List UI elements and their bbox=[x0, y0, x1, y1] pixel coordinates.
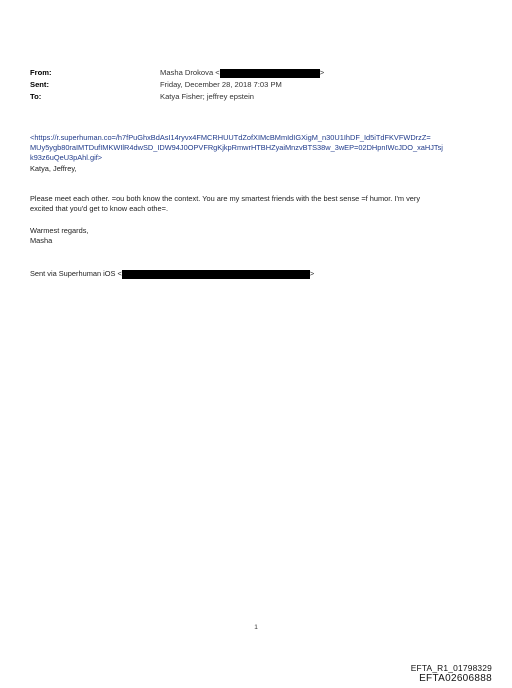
bates-stamp-secondary: EFTA02606888 bbox=[419, 673, 492, 684]
bates-stamp-primary: EFTA_R1_01798329 bbox=[410, 663, 492, 673]
message-line: excited that you'd get to know each othe=. bbox=[30, 204, 169, 214]
sent-via-line bbox=[30, 269, 314, 279]
link-line: <https://r.superhuman.co=/h7fPuGhxBdAsI14ryvx4FMCRHUUTdZofXIMcBMmIdIGXigM_n30U1IhDF_Id5iTdFKVFWDrzZ= bbox=[30, 133, 431, 142]
to-label: To: bbox=[30, 92, 42, 101]
sent-value: Friday, December 28, 2018 7:03 PM bbox=[160, 80, 282, 89]
message-line: Please meet each other. =ou both know the context. You are my smartest friends with the best sense =f humor. I'm very bbox=[30, 194, 421, 203]
greeting: Katya, Jeffrey, bbox=[30, 163, 77, 173]
from-email-redaction bbox=[220, 69, 320, 78]
link-line: MUy5ygb80raIMTDufIMKWIlR4dwSD_IDW94J0OPVFRgKjkpRmwrHTBHZyaiMnzvBTS38w_3wEP=02DHpnIWcJDO_xaHJTsj bbox=[30, 143, 443, 153]
link-line: k93z6uQeU3pAhl.gif> bbox=[30, 153, 103, 163]
to-value: Katya Fisher; jeffrey epstein bbox=[160, 92, 254, 101]
tracking-link bbox=[30, 133, 443, 174]
signature: Masha bbox=[30, 236, 53, 246]
sent-via-redaction bbox=[122, 270, 310, 279]
from-label: From: bbox=[30, 68, 52, 77]
to-row bbox=[30, 92, 450, 102]
from-close: > bbox=[319, 68, 325, 77]
sent-via-text: Sent via Superhuman iOS < bbox=[30, 269, 122, 278]
sent-label: Sent: bbox=[30, 80, 49, 89]
from-sender: Masha Drokova < bbox=[160, 68, 220, 77]
sent-via-close: > bbox=[309, 269, 315, 278]
signoff-block bbox=[30, 226, 88, 246]
message-text bbox=[30, 194, 420, 214]
from-row bbox=[30, 68, 450, 78]
page-number: 1 bbox=[254, 624, 258, 631]
from-value bbox=[160, 68, 324, 78]
signoff: Warmest regards, bbox=[30, 226, 89, 235]
sent-row bbox=[30, 80, 450, 90]
